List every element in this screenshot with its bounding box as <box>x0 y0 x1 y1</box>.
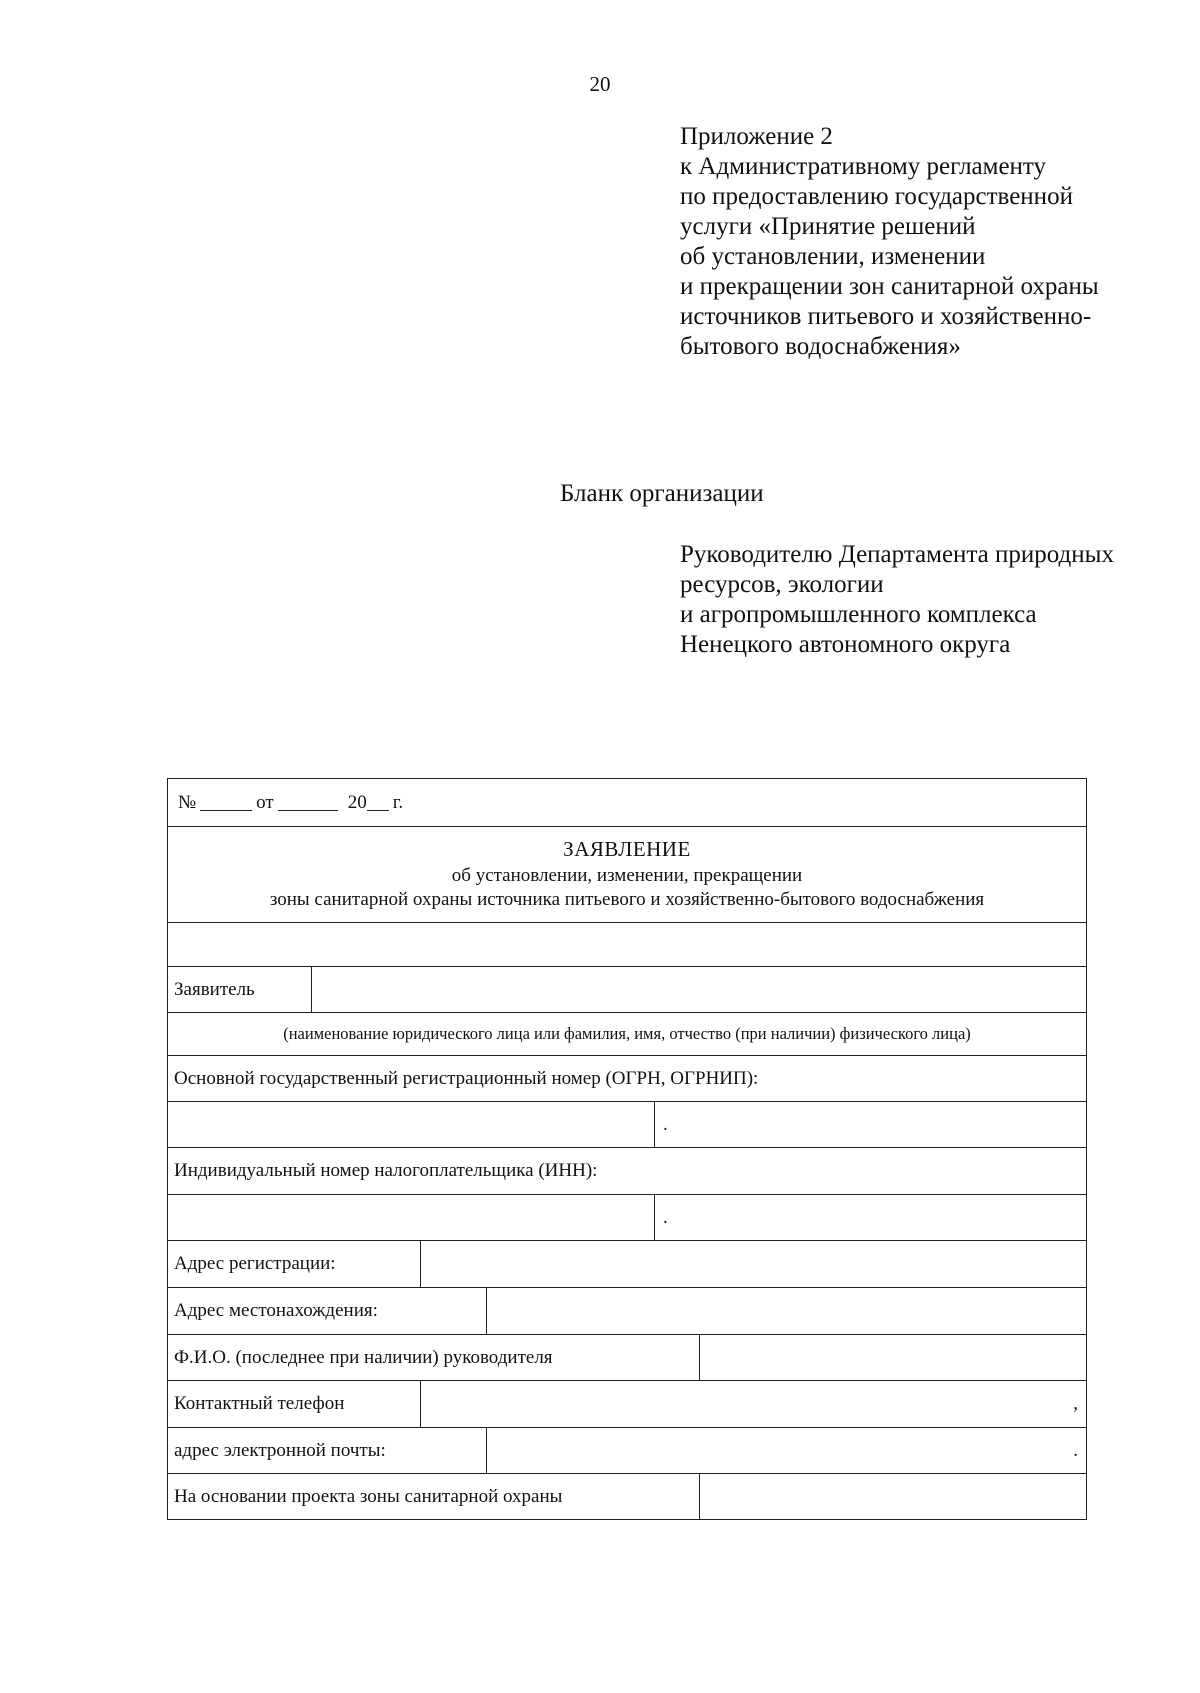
form-title: ЗАЯВЛЕНИЕ <box>563 837 691 861</box>
ogrn-mark: . <box>663 1113 668 1135</box>
email-label: адрес электронной почты: <box>174 1439 386 1461</box>
inn-label: Индивидуальный номер налогоплательщика (ИНН): <box>174 1160 598 1181</box>
recipient-block <box>680 540 1114 660</box>
email-mark: . <box>1073 1439 1078 1461</box>
year-field[interactable] <box>367 794 389 811</box>
director-row <box>168 1335 1086 1381</box>
phone-mark: , <box>1073 1393 1078 1414</box>
location-address-label: Адрес местонахождения: <box>174 1300 378 1321</box>
phone-field[interactable] <box>420 1381 1086 1427</box>
year-suffix: г. <box>392 791 404 813</box>
phone-row <box>168 1381 1086 1428</box>
phone-label: Контактный телефон <box>174 1393 345 1414</box>
number-sign: № <box>178 791 197 813</box>
reg-address-label: Адрес регистрации: <box>174 1253 336 1274</box>
appendix-line: услуги «Принятие решений <box>680 213 976 240</box>
page-number: 20 <box>589 72 611 96</box>
ogrn-label: Основной государственный регистрационный номер (ОГРН, ОГРНИП): <box>174 1067 759 1089</box>
appendix-line: источников питьевого и хозяйственно- <box>680 303 1092 330</box>
appendix-line: к Административному регламенту <box>680 153 1047 180</box>
recipient-line: Руководителю Департамента природных <box>680 541 1114 568</box>
appendix-line: бытового водоснабжения» <box>680 333 961 360</box>
email-row <box>168 1428 1086 1474</box>
recipient-line: и агропромышленного комплекса <box>680 601 1037 628</box>
letterhead-label: Бланк организации <box>560 480 764 507</box>
director-label: Ф.И.О. (последнее при наличии) руководителя <box>174 1346 553 1368</box>
recipient-line: ресурсов, экологии <box>680 571 884 598</box>
location-address-row <box>168 1288 1086 1335</box>
reg-address-row <box>168 1241 1086 1288</box>
basis-label: На основании проекта зоны санитарной охраны <box>174 1485 563 1507</box>
form-number-row <box>168 779 1086 827</box>
ogrn-field[interactable] <box>168 1102 654 1147</box>
appendix-line: по предоставлению государственной <box>680 183 1073 210</box>
inn-mark: . <box>663 1206 668 1228</box>
basis-field[interactable] <box>699 1474 1086 1519</box>
basis-row <box>168 1474 1086 1519</box>
email-field[interactable] <box>486 1428 1086 1473</box>
inn-fields-row <box>168 1195 1086 1241</box>
number-field[interactable] <box>200 794 252 811</box>
location-address-field[interactable] <box>486 1288 1086 1334</box>
year-prefix: 20 <box>347 791 367 813</box>
applicant-hint: (наименование юридического лица или фамилия, имя, отчество (при наличии) физического лица) <box>283 1024 971 1043</box>
applicant-field[interactable] <box>311 967 1086 1012</box>
date-field[interactable] <box>278 794 338 811</box>
application-form <box>167 778 1087 1520</box>
director-field[interactable] <box>699 1335 1086 1380</box>
recipient-line: Ненецкого автономного округа <box>680 631 1011 658</box>
reg-address-field[interactable] <box>420 1241 1086 1287</box>
applicant-label: Заявитель <box>174 978 255 1000</box>
form-title-row <box>168 827 1086 923</box>
appendix-note <box>680 122 1099 362</box>
inn-extra-field[interactable] <box>654 1195 1086 1240</box>
date-from-label: от <box>256 791 274 813</box>
form-empty-row <box>168 923 1086 967</box>
ogrn-label-row <box>168 1056 1086 1102</box>
ogrn-extra-field[interactable] <box>654 1102 1086 1147</box>
applicant-hint-row <box>168 1013 1086 1056</box>
inn-label-row <box>168 1148 1086 1195</box>
appendix-line: об установлении, изменении <box>680 243 986 270</box>
form-subtitle: зоны санитарной охраны источника питьевого и хозяйственно-бытового водоснабжения <box>269 889 985 910</box>
form-subtitle: об установлении, изменении, прекращении <box>451 865 803 886</box>
applicant-row <box>168 967 1086 1013</box>
appendix-line: и прекращении зон санитарной охраны <box>680 273 1099 300</box>
ogrn-fields-row <box>168 1102 1086 1148</box>
appendix-line: Приложение 2 <box>680 123 833 150</box>
empty-field[interactable] <box>168 923 1086 966</box>
inn-field[interactable] <box>168 1195 654 1240</box>
